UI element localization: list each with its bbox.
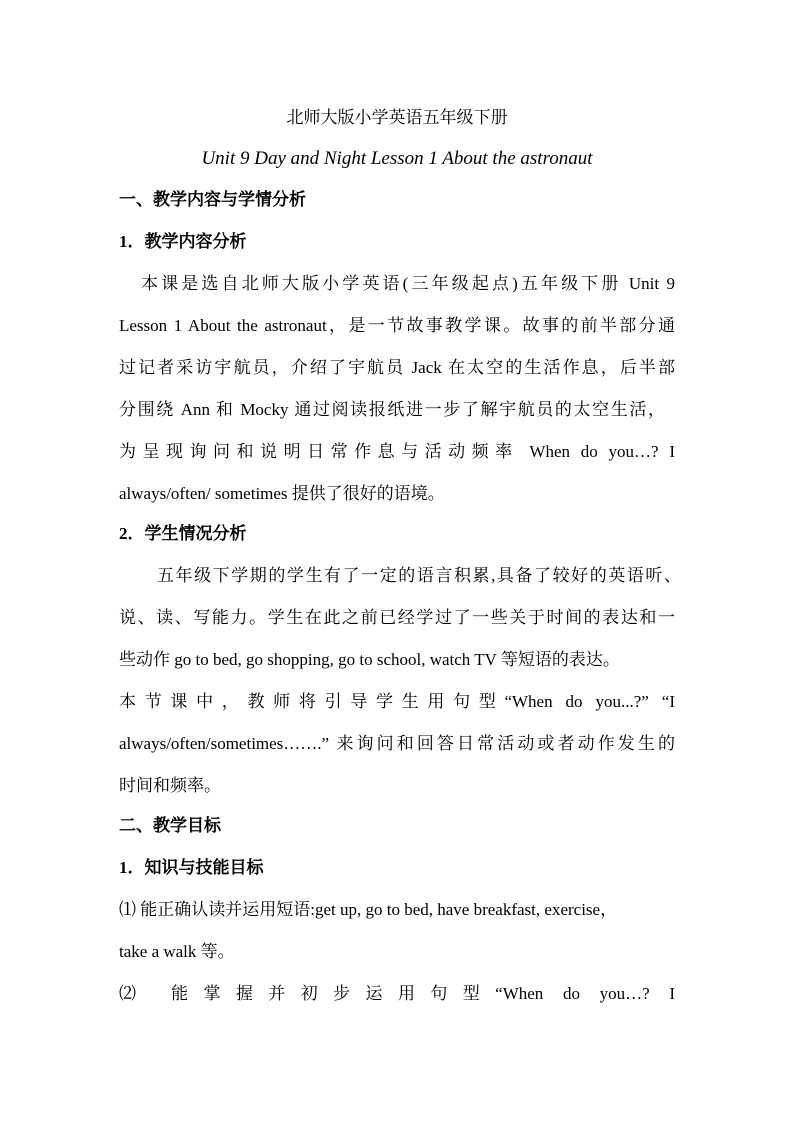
paragraph-line: Lesson 1 About the astronaut，是一节故事教学课。故事的前半部分通 bbox=[119, 316, 675, 335]
paragraph-line: 本课是选自北师大版小学英语(三年级起点)五年级下册 Unit 9 bbox=[141, 274, 675, 293]
subsection-heading-3: 1．知识与技能目标 bbox=[119, 858, 264, 877]
paragraph-line: 为呈现询问和说明日常作息与活动频率 When do you…? I bbox=[119, 442, 675, 461]
paragraph-line: 些动作 go to bed, go shopping, go to school, watch TV 等短语的表达。 bbox=[119, 650, 620, 669]
goal-item: take a walk 等。 bbox=[119, 942, 235, 961]
paragraph-line: 说、读、写能力。学生在此之前已经学过了一些关于时间的表达和一 bbox=[119, 608, 675, 627]
subsection-heading-1: 1．教学内容分析 bbox=[119, 232, 247, 251]
paragraph-line: 五年级下学期的学生有了一定的语言积累,具备了较好的英语听、 bbox=[157, 566, 681, 585]
paragraph-line: 过记者采访宇航员，介绍了宇航员 Jack 在太空的生活作息，后半部 bbox=[119, 358, 675, 377]
section-heading-1: 一、教学内容与学情分析 bbox=[119, 190, 306, 209]
doc-title: 北师大版小学英语五年级下册 bbox=[286, 108, 508, 127]
goal-item: ⑵ 能掌握并初步运用句型“When do you…? I bbox=[119, 984, 675, 1003]
paragraph-line: 分围绕 Ann 和 Mocky 通过阅读报纸进一步了解宇航员的太空生活， bbox=[119, 400, 665, 419]
paragraph-line: always/often/ sometimes 提供了很好的语境。 bbox=[119, 484, 445, 503]
paragraph-line: always/often/sometimes…….” 来询问和回答日常活动或者动作发生的 bbox=[119, 734, 675, 753]
paragraph-line: 时间和频率。 bbox=[119, 776, 221, 795]
doc-subtitle: Unit 9 Day and Night Lesson 1 About the astronaut bbox=[201, 148, 593, 169]
goal-item: ⑴ 能正确认读并运用短语:get up, go to bed, have breakfast, exercise， bbox=[119, 900, 618, 919]
paragraph-line: 本节课中，教师将引导学生用句型“When do you...?” “I bbox=[119, 692, 675, 711]
subsection-heading-2: 2．学生情况分析 bbox=[119, 524, 247, 543]
section-heading-2: 二、教学目标 bbox=[119, 816, 221, 835]
